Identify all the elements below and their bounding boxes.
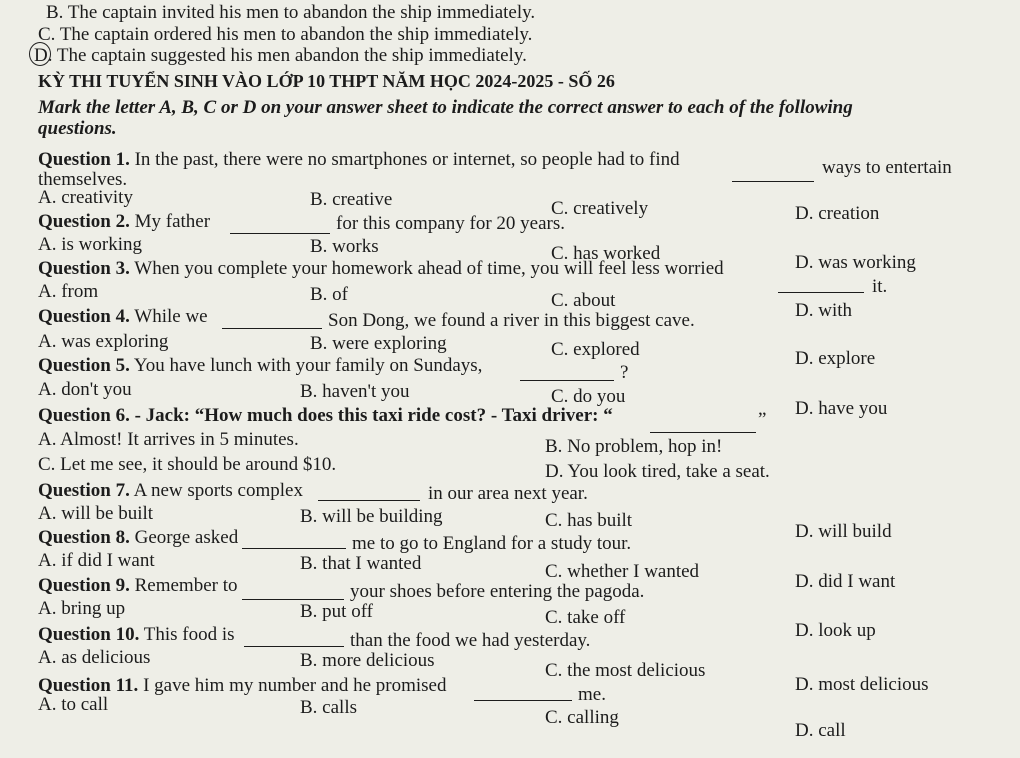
answer-blank bbox=[732, 167, 814, 182]
option-d: D. with bbox=[795, 300, 852, 321]
option-a: A. bring up bbox=[38, 598, 126, 619]
question-label: Question 8. bbox=[38, 527, 130, 548]
prev-option-c: C. The captain ordered his men to abandon the ship immediately. bbox=[38, 24, 533, 45]
option-d: D. explore bbox=[795, 348, 876, 369]
option-c: C. calling bbox=[545, 707, 619, 728]
question-9 bbox=[38, 575, 238, 597]
option-c: C. has built bbox=[545, 510, 633, 531]
option-c: C. creatively bbox=[551, 198, 649, 219]
question-text-after: me to go to England for a study tour. bbox=[352, 533, 632, 554]
question-label: Question 6. bbox=[38, 405, 130, 426]
question-text: George asked bbox=[134, 527, 239, 548]
question-text-after: it. bbox=[872, 276, 888, 297]
option-c: C. has worked bbox=[551, 243, 661, 264]
option-d: D. have you bbox=[795, 398, 888, 419]
option-b: B. more delicious bbox=[300, 650, 435, 671]
question-5 bbox=[38, 355, 482, 377]
answer-blank bbox=[474, 686, 572, 701]
option-b: B. will be building bbox=[300, 506, 443, 527]
option-c: C. whether I wanted bbox=[545, 561, 700, 582]
answer-blank bbox=[520, 366, 614, 381]
option-b: B. put off bbox=[300, 601, 374, 622]
option-d: D. will build bbox=[795, 521, 892, 542]
option-d: D. was working bbox=[795, 252, 916, 273]
option-d: D. did I want bbox=[795, 571, 896, 592]
question-text: When you complete your homework ahead of time, you will feel less worried bbox=[134, 258, 724, 279]
question-text-after: ways to entertain bbox=[822, 157, 952, 178]
question-text: I gave him my number and he promised bbox=[143, 675, 447, 696]
option-a: A. from bbox=[38, 281, 99, 302]
instruction-line-2: questions. bbox=[38, 118, 117, 139]
option-d: D. look up bbox=[795, 620, 876, 641]
question-text-after: your shoes before entering the pagoda. bbox=[350, 581, 645, 602]
option-a: A. is working bbox=[38, 234, 142, 255]
question-label: Question 4. bbox=[38, 306, 130, 327]
answer-blank bbox=[230, 219, 330, 234]
question-text-cont: themselves. bbox=[38, 169, 128, 190]
question-text-after: ? bbox=[620, 362, 629, 383]
answer-blank bbox=[242, 585, 344, 600]
question-3 bbox=[38, 258, 724, 280]
question-label: Question 10. bbox=[38, 624, 140, 645]
option-c: C. take off bbox=[545, 607, 626, 628]
option-c: C. do you bbox=[551, 386, 626, 407]
question-text: You have lunch with your family on Sundays, bbox=[133, 355, 483, 376]
option-d: D. creation bbox=[795, 203, 880, 224]
question-10 bbox=[38, 624, 235, 646]
question-label: Question 7. bbox=[38, 480, 130, 501]
question-label: Question 1. bbox=[38, 149, 130, 170]
option-a: A. Almost! It arrives in 5 minutes. bbox=[38, 429, 299, 450]
question-text-after: than the food we had yesterday. bbox=[350, 630, 591, 651]
prev-option-b: B. The captain invited his men to abandon the ship immediately. bbox=[46, 2, 536, 23]
question-text: - Jack: “How much does this taxi ride cost? - Taxi driver: “ bbox=[134, 405, 613, 426]
prev-option-d: D. The captain suggested his men abandon the ship immediately. bbox=[34, 45, 527, 66]
instruction-line-1: Mark the letter A, B, C or D on your answer sheet to indicate the correct answer to each of the following bbox=[38, 97, 853, 118]
question-text-after: me. bbox=[578, 684, 606, 705]
option-c: C. explored bbox=[551, 339, 640, 360]
option-a: A. creativity bbox=[38, 187, 133, 208]
question-text: A new sports complex bbox=[133, 480, 303, 501]
option-a: A. to call bbox=[38, 694, 109, 715]
question-4 bbox=[38, 306, 208, 328]
option-a: A. if did I want bbox=[38, 550, 155, 571]
answer-blank bbox=[650, 418, 756, 433]
option-b: B. creative bbox=[310, 189, 393, 210]
question-text: Remember to bbox=[134, 575, 238, 596]
question-2 bbox=[38, 211, 210, 233]
question-1 bbox=[38, 149, 680, 171]
option-b: B. of bbox=[310, 284, 348, 305]
question-8 bbox=[38, 527, 238, 549]
question-text: My father bbox=[134, 211, 211, 232]
option-b: B. calls bbox=[300, 697, 357, 718]
question-label: Question 5. bbox=[38, 355, 130, 376]
option-b: B. works bbox=[310, 236, 379, 257]
question-label: Question 9. bbox=[38, 575, 130, 596]
option-a: A. as delicious bbox=[38, 647, 151, 668]
question-label: Question 3. bbox=[38, 258, 130, 279]
question-6 bbox=[38, 405, 613, 427]
option-c: C. Let me see, it should be around $10. bbox=[38, 454, 337, 475]
question-text: This food is bbox=[143, 624, 235, 645]
question-text: In the past, there were no smartphones or internet, so people had to find bbox=[134, 149, 680, 170]
question-text-after: in our area next year. bbox=[428, 483, 588, 504]
question-text-after: Son Dong, we found a river in this biggest cave. bbox=[328, 310, 695, 331]
option-a: A. will be built bbox=[38, 503, 154, 524]
exam-title: KỲ THI TUYỂN SINH VÀO LỚP 10 THPT NĂM HỌC 2024-2025 - SỐ 26 bbox=[38, 71, 615, 91]
question-7 bbox=[38, 480, 303, 502]
question-label: Question 11. bbox=[38, 675, 139, 696]
option-a: A. was exploring bbox=[38, 331, 169, 352]
option-d: D. most delicious bbox=[795, 674, 929, 695]
option-b: B. No problem, hop in! bbox=[545, 436, 723, 457]
option-c: C. about bbox=[551, 290, 616, 311]
question-text: While we bbox=[134, 306, 208, 327]
option-b: B. that I wanted bbox=[300, 553, 422, 574]
question-text-after: for this company for 20 years. bbox=[336, 213, 565, 234]
answer-blank bbox=[318, 486, 420, 501]
question-text-after: ” bbox=[758, 409, 767, 430]
answer-blank bbox=[244, 632, 344, 647]
option-d: D. call bbox=[795, 720, 846, 741]
option-b: B. were exploring bbox=[310, 333, 447, 354]
answer-blank bbox=[222, 314, 322, 329]
option-c: C. the most delicious bbox=[545, 660, 706, 681]
option-a: A. don't you bbox=[38, 379, 132, 400]
question-label: Question 2. bbox=[38, 211, 130, 232]
option-b: B. haven't you bbox=[300, 381, 410, 402]
option-d: D. You look tired, take a seat. bbox=[545, 461, 770, 482]
answer-blank bbox=[778, 278, 864, 293]
answer-blank bbox=[242, 534, 346, 549]
